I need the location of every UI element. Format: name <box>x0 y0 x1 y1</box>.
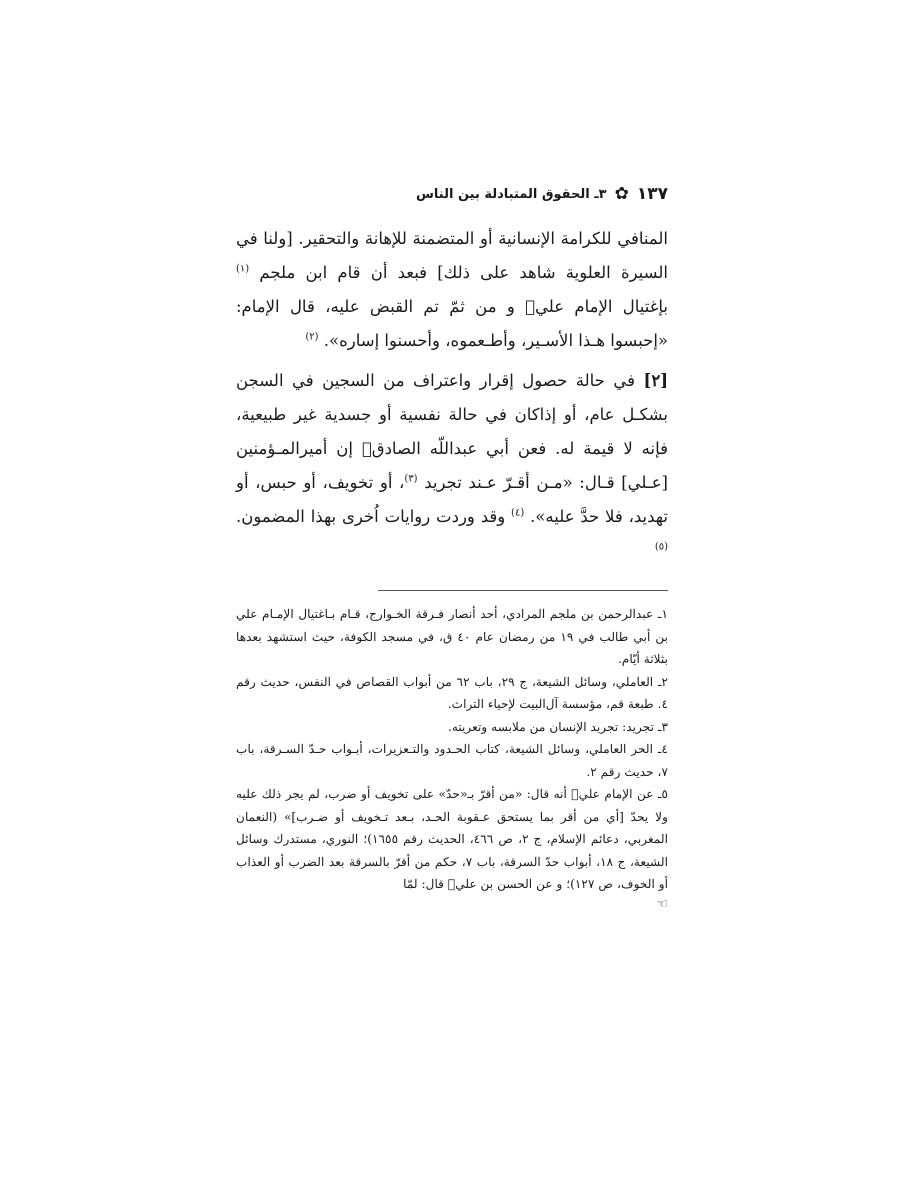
footnote-5: ٥ـ عن الإمام علي﷣ أنه قال: «من أقرّ بـ«حدّ» على تخويف أو ضرب، لم يجر ذلك عليه ولا يحدّ [أي من أقر بما يستحق عـقوبة الحـد، بـعد تـخويف أو ضـرب]» (النعمان المغربي، دعائم الإسلام، ج ٢، ص ٤٦٦، الحديث رقم ١٦٥٥)؛ النوري، مستدرك وسائل الشيعة، ج ١٨، أبواب حدّ السرقة، باب ٧، حكم من أقرّ بالسرقة بعد الضرب أو العذاب أو الخوف، ص ١٢٧)؛ و عن الحسن بن علي﷣ قال: لمّا <box>236 787 669 891</box>
footnote-3: ٣ـ تجريد: تجريد الإنسان من ملابسه وتعريته. <box>447 719 668 734</box>
footnote-ref-5[interactable]: (٥) <box>654 541 668 553</box>
footnote-ref-4[interactable]: (٤) <box>511 507 525 519</box>
running-header <box>236 180 668 208</box>
chapter-title: ٣ـ الحقوق المتبادلة بين الناس <box>415 186 607 202</box>
main-text <box>236 222 668 568</box>
paragraph-2-number: [٢] <box>643 371 668 390</box>
page-number: ١٣٧ <box>636 184 668 204</box>
paragraph-2 <box>236 364 668 568</box>
continuation-hand-icon: ☜ <box>656 896 668 912</box>
footnotes <box>236 603 668 912</box>
flower-ornament-icon: ✿ <box>614 183 629 204</box>
paragraph-1-text-b: بإغتيال الإمام علي﷣ و من ثمّ تم القبض عليه، قال الإمام: «إحبسوا هـذا الأسـير، وأطـعموه، وأحسنوا إساره». <box>236 297 668 350</box>
footnote-ref-1[interactable]: (١) <box>236 263 250 275</box>
footnote-ref-2[interactable]: (٢) <box>305 331 319 343</box>
paragraph-2-text-a: في حالة حصول إقرار واعتراف من السجين في السجن بشكـل عام، أو إذاكان في حالة نفسية أو جسدية غير طبيعية، فإنه لا قيمة له. فعن أبي عبداللّه الصادق﷣ إن أميرالمـؤمنين [عـلي] قـال: «مـن أقـرّ عـند تجريد <box>236 371 668 492</box>
footnote-separator <box>378 590 668 591</box>
paragraph-1-text-a: المنافي للكرامة الإنسانية أو المتضمنة للإهانة والتحقير. [ولنا في السيرة العلوية شاهد على ذلك] فبعد أن قام ابن ملجم <box>236 229 668 282</box>
paragraph-1 <box>236 222 668 358</box>
footnote-ref-3[interactable]: (٣) <box>404 473 418 485</box>
book-page <box>236 180 668 912</box>
footnote-1: ١ـ عبدالرحمن بن ملجم المرادي، أحد أنصار فـرقة الخـوارج، قـام بـاغتيال الإمـام علي بن أبي طالب في ١٩ من رمضان عام ٤٠ ق، في مسجد الكوفة، حيث استشهد بعدها بثلاثة أيّام. <box>236 607 668 666</box>
footnote-separator-wrap <box>236 574 668 603</box>
paragraph-2-text-c: وقد وردت روايات اُخرى بهذا المضمون. <box>236 507 506 526</box>
footnote-4: ٤ـ الحر العاملي، وسائل الشيعة، كتاب الحـدود والتـعزيرات، أبـواب حـدّ السـرقة، باب ٧، حديث رقم ٢. <box>236 742 668 779</box>
paragraph-2-text-b: ، أو تخويف، أو حبس، أو تهديد، فلا حدَّ عليه». <box>236 473 669 526</box>
footnote-2: ٢ـ العاملي، وسائل الشيعة، ج ٢٩، باب ٦٢ من أبواب القصاص في النفس، حديث رقم ٤. طبعة قم، مؤسسة آل‌البيت لإحياء التراث. <box>236 674 668 711</box>
